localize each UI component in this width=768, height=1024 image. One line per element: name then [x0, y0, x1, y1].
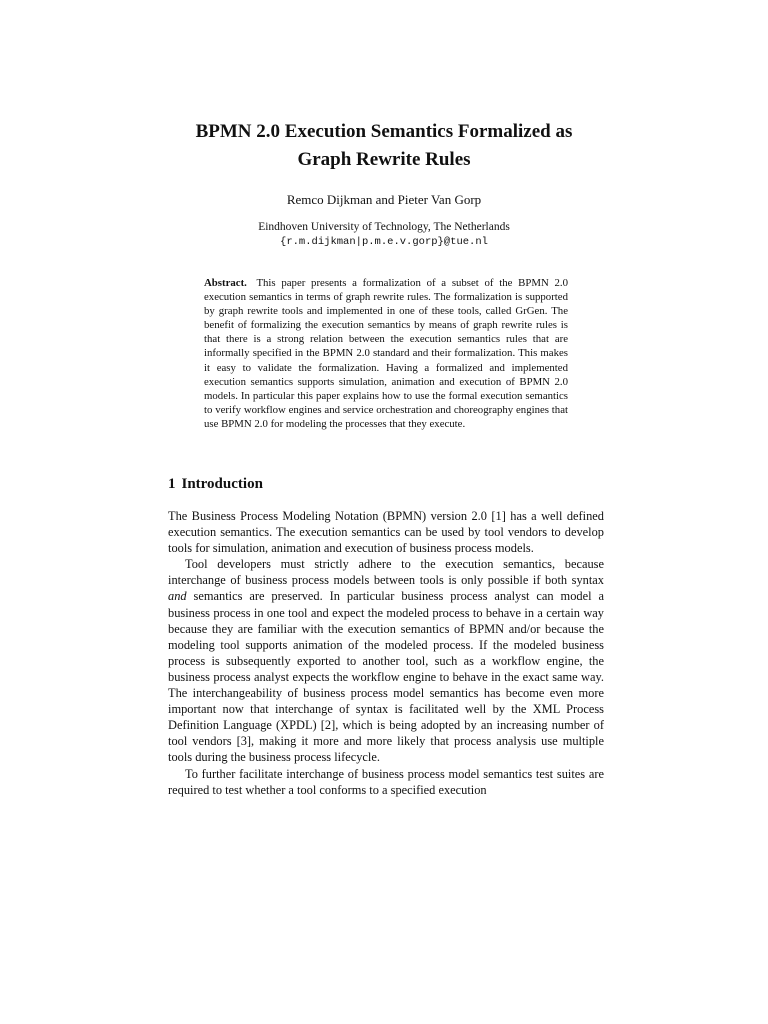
paper-affiliation-block	[120, 220, 648, 250]
paragraph	[168, 556, 604, 765]
paper-title	[120, 118, 648, 174]
introduction-body	[168, 508, 604, 798]
paper-authors: Remco Dijkman and Pieter Van Gorp	[286, 192, 482, 207]
paragraph: To further facilitate interchange of business process model semantics test suites are required to test whether a tool conforms to a specified execution	[168, 766, 604, 797]
paragraph: The Business Process Modeling Notation (BPMN) version 2.0 [1] has a well defined execution semantics. The execution semantics can be used by tool vendors to develop tools for simulation, animation and execution of business process models.	[168, 509, 604, 556]
abstract-text: This paper presents a formalization of a subset of the BPMN 2.0 execution semantics in terms of graph rewrite rules. The formalization is supported by graph rewrite tools and implemented in one of these tools, called GrGen. The benefit of formalizing the execution semantics by means of graph rewrite rules is that there is a strong relation between the execution semantics rules that are informally specified in the BPMN 2.0 standard and their formalization. This makes it easy to validate the formalization. Having a formalized and implemented execution semantics supports simulation, animation and execution of BPMN 2.0 models. In particular this paper explains how to use the formal execution semantics to verify workflow engines and service orchestration and choreography engines that use BPMN 2.0 for modeling the processes that they execute.	[204, 277, 568, 430]
paper-email: {r.m.dijkman|p.m.e.v.gorp}@tue.nl	[280, 236, 488, 248]
abstract	[204, 276, 568, 431]
paragraph-text: semantics are preserved. In particular business process analyst can model a business process in one tool and expect the modeled process to behave in a certain way because they are familiar with the execution semantics of BPMN and/or because the modeling tool supports animation of the modeled process. If the modeled business process is subsequently exported to another tool, such as a workflow engine, the business process analyst expects the workflow engine to behave in the exact same way. The interchangeability of business process model semantics has become even more important now that interchange of syntax is facilitated well by the XML Process Definition Language (XPDL) [2], which is being adopted by an increasing number of tool vendors [3], making it more and more likely that process analysis use multiple tools during the business process lifecycle.	[168, 589, 604, 765]
section-number: 1	[168, 476, 176, 492]
section-heading-introduction	[168, 476, 263, 493]
paper-title-line-1: BPMN 2.0 Execution Semantics Formalized as	[195, 121, 573, 142]
paragraph-text: Tool developers must strictly adhere to the execution semantics, because interchange of business process models between tools is only possible if both syntax	[168, 557, 604, 588]
paper-title-line-2: Graph Rewrite Rules	[297, 149, 471, 170]
paper-affiliation: Eindhoven University of Technology, The Netherlands	[258, 221, 510, 233]
abstract-label: Abstract.	[204, 277, 247, 289]
section-title: Introduction	[181, 476, 263, 492]
emphasis-text: and	[168, 589, 187, 604]
